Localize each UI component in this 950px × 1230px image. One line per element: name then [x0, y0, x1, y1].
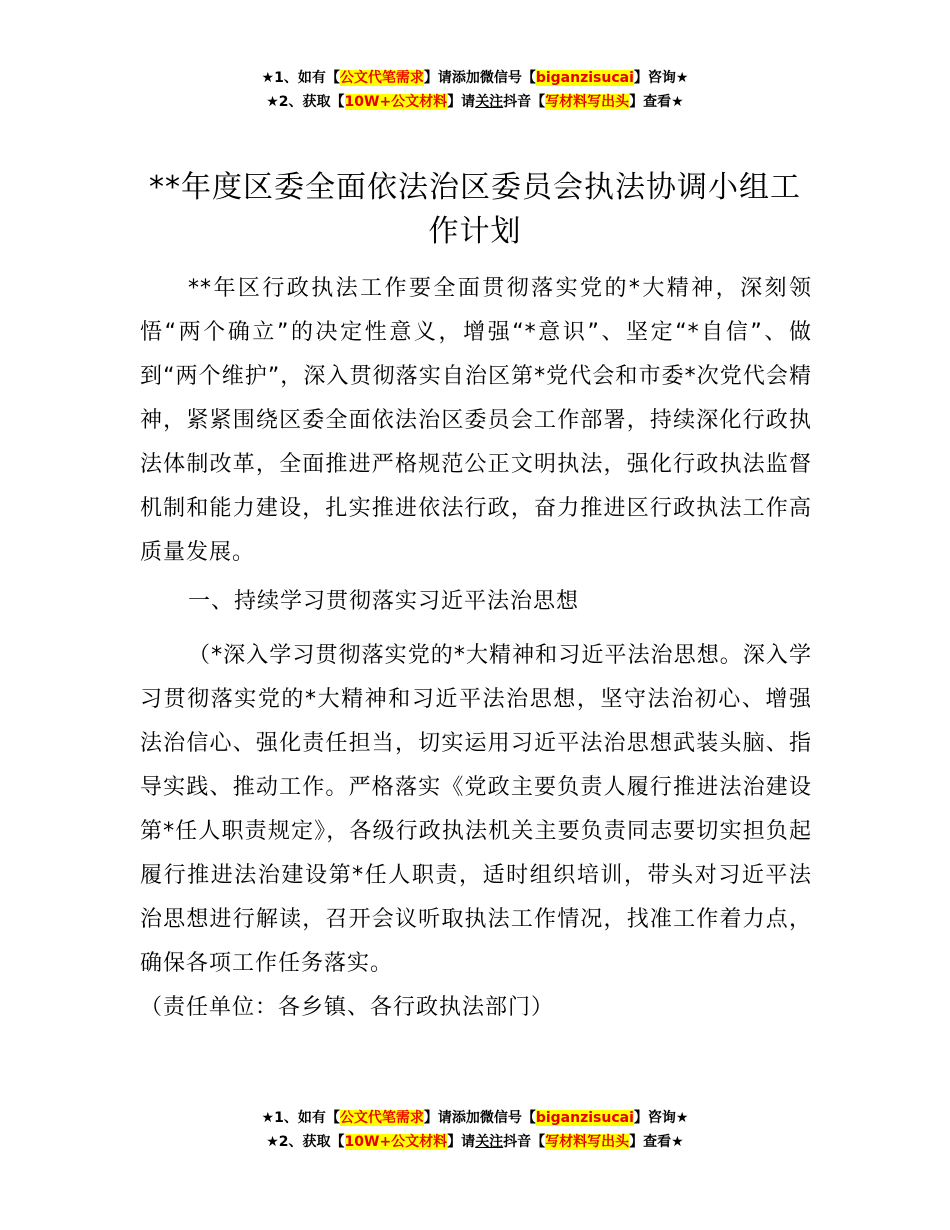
promo-text: 】咨询★ [633, 1110, 689, 1126]
promo-text: 】查看★ [629, 94, 684, 110]
promo-highlight: 写材料写出头 [545, 1134, 630, 1150]
section-heading: 一、持续学习贯彻落实习近平法治思想 [188, 589, 580, 614]
promo-banner-top [0, 66, 950, 114]
promo-text: ★2、获取【 [266, 1134, 345, 1150]
promo-banner-bottom [0, 1106, 950, 1154]
promo-highlight: 10W+公文材料 [344, 1134, 448, 1150]
intro-paragraph: **年区行政执法工作要全面贯彻落实党的*大精神，深刻领悟“两个确立”的决定性意义，增强“*意识”、坚定“*自信”、做到“两个维护”，深入贯彻落实自治区第*党代会和市委*次党代会精神，紧紧围绕区委全面依法治区委员会工作部署，持续深化行政执法体制改革，全面推进严格规范公正文明执法，强化行政执法监督机制和能力建设，扎实推进依法行政，奋力推进区行政执法工作高质量发展。 [140, 276, 812, 565]
section-paragraph [140, 634, 812, 1030]
promo-underlined: 关注 [475, 94, 504, 110]
promo-highlight: 公文代笔需求 [339, 1110, 424, 1126]
document-title: **年度区委全面依法治区委员会执法协调小组工作计划 [149, 170, 801, 249]
promo-text: ★1、如有【 [261, 1110, 340, 1126]
promo-text: 】请 [447, 1134, 476, 1150]
promo-text: 】查看★ [629, 1134, 684, 1150]
promo-text: 抖音【 [503, 1134, 546, 1150]
promo-highlight: 公文代笔需求 [339, 70, 424, 86]
promo-line-1 [0, 66, 950, 90]
promo-text: 】咨询★ [633, 70, 689, 86]
promo-text: ★2、获取【 [266, 94, 345, 110]
promo-text: 】请添加微信号【 [423, 70, 536, 86]
promo-underlined: 关注 [475, 1134, 504, 1150]
promo-line-2 [0, 90, 950, 114]
promo-highlight: biganzisucai [535, 70, 634, 86]
promo-text: ★1、如有【 [261, 70, 340, 86]
promo-highlight: biganzisucai [535, 1110, 634, 1126]
promo-text: 】请 [447, 94, 476, 110]
promo-line-2 [0, 1130, 950, 1154]
promo-text: 】请添加微信号【 [423, 1110, 536, 1126]
promo-highlight: 写材料写出头 [545, 94, 630, 110]
promo-line-1 [0, 1106, 950, 1130]
section-paragraph-text: （*深入学习贯彻落实党的*大精神和习近平法治思想。深入学习贯彻落实党的*大精神和习近平法治思想，坚守法治初心、增强法治信心、强化责任担当，切实运用习近平法治思想武装头脑、指导实践、推动工作。严格落实《党政主要负责人履行推进法治建设第*任人职责规定》，各级行政执法机关主要负责同志要切实担负起履行推进法治建设第*任人职责，适时组织培训，带头对习近平法治思想进行解读，召开会议听取执法工作情况，找准工作着力点，确保各项工作任务落实。 [140, 643, 812, 976]
promo-highlight: 10W+公文材料 [344, 94, 448, 110]
responsibility-note: （责任单位：各乡镇、各行政执法部门） [140, 995, 555, 1020]
promo-text: 抖音【 [503, 94, 546, 110]
